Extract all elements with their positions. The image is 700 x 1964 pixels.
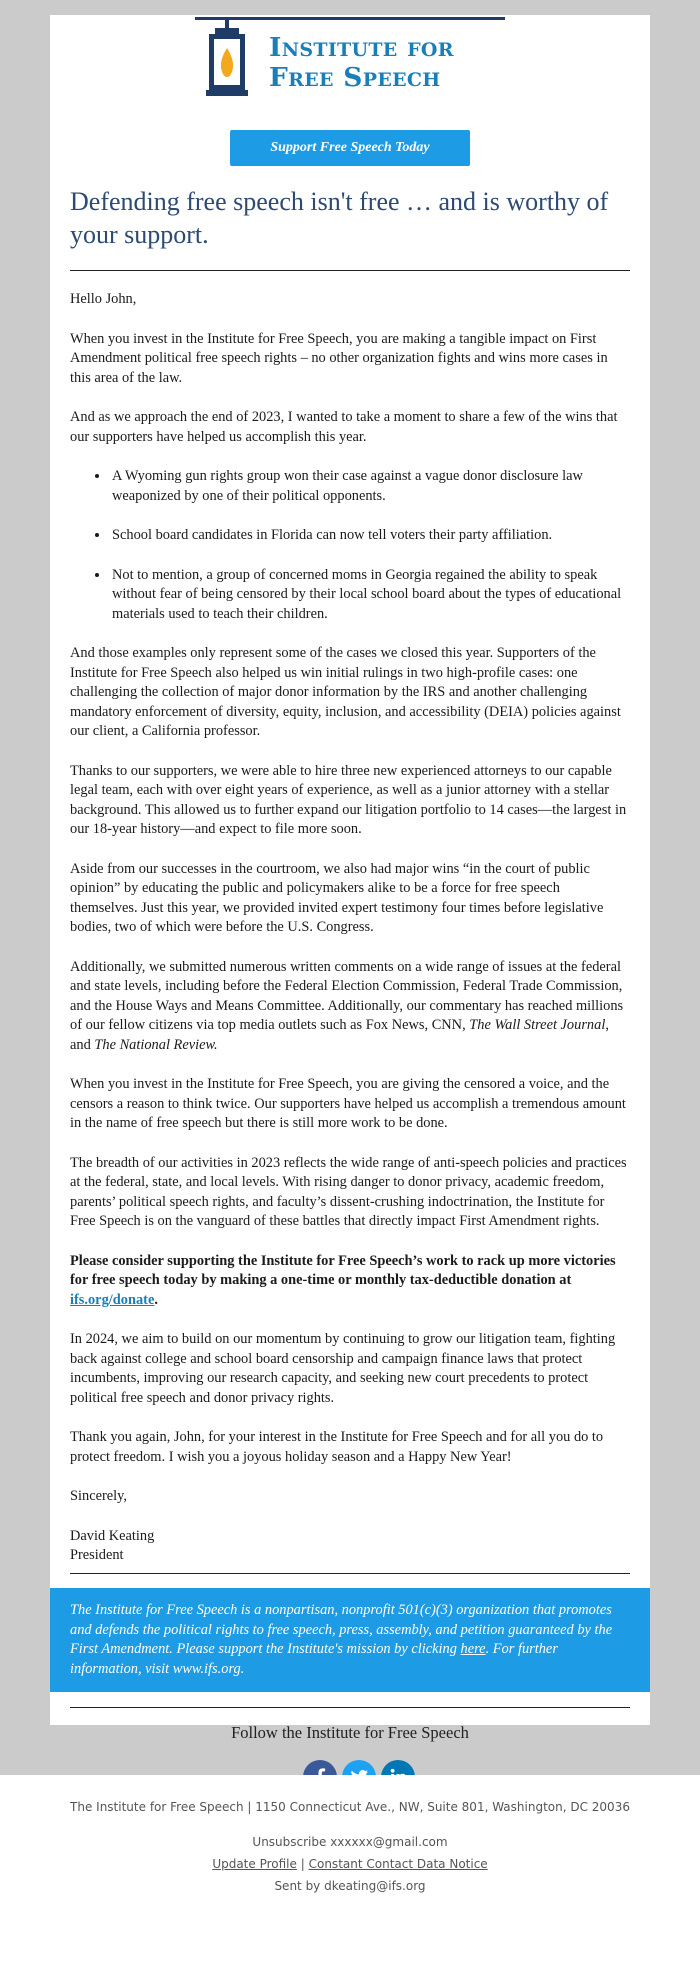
paragraph: Thank you again, John, for your interest in the Institute for Free Speech and for all you do to protect freedom. I wish you a joyous holiday season and a Happy New Year! bbox=[70, 1429, 604, 1465]
disclaimer-here-link[interactable]: here bbox=[460, 1641, 486, 1657]
logo-line-1: Institute for bbox=[269, 32, 454, 63]
sent-by: Sent by dkeating@ifs.org bbox=[274, 1879, 426, 1893]
paragraph: And as we approach the end of 2023, I wanted to take a moment to share a few of the wins that our supporters have helped us accomplish this year. bbox=[70, 409, 618, 445]
paragraph-text: Additionally, we submitted numerous written comments on a wide range of issues at the federal and state levels, including before the Federal Election Commission, Federal Trade Commission, and the House Ways and Means Committee. Additionally, our commentary has reached millions of our fellow citizens via top media outlets such as Fox News, CNN, bbox=[70, 958, 624, 1033]
ifs-logo[interactable] bbox=[195, 17, 505, 105]
paragraph: Thanks to our supporters, we were able to hire three new experienced attorneys to our capable legal team, each with over eight years of experience, as well as a junior attorney with a stellar background. This allowed us to further expand our litigation portfolio to 14 cases—the largest in our 18-year history—and expect to file more soon. bbox=[70, 762, 627, 837]
support-button[interactable]: Support Free Speech Today bbox=[230, 130, 470, 166]
greeting: Hello John, bbox=[70, 291, 137, 307]
email-footer bbox=[0, 1775, 700, 1964]
paragraph: The breadth of our activities in 2023 reflects the wide range of anti-speech policies and practices at the federal, state, and local levels. With rising danger to donor privacy, academic freedom, parents’ political speech rights, and faculty’s dissent-crushing indoctrination, the Institute for Free Speech is on the vanguard of these battles that directly impact First Amendment rights. bbox=[70, 1154, 627, 1229]
email-card bbox=[50, 15, 650, 1742]
unsubscribe-text: Unsubscribe xxxxxx@gmail.com bbox=[252, 1835, 448, 1849]
list-item: • A Wyoming gun rights group won their case against a vague donor disclosure law weaponized by one of their political opponents. bbox=[110, 467, 630, 506]
data-notice-link[interactable]: Constant Contact Data Notice bbox=[308, 1857, 488, 1871]
wins-list bbox=[70, 467, 630, 624]
paragraph: In 2024, we aim to build on our momentum by continuing to grow our litigation team, fighting back against college and school board censorship and campaign finance laws that protect incumbents, improving our research capacity, and seeking new court precedents to protect political free speech and donor privacy rights. bbox=[70, 1331, 616, 1406]
paragraph: And those examples only represent some of the cases we closed this year. Supporters of the Institute for Free Speech also helped us win initial rulings in two high-profile cases: one challenging the collection of major donor information by the IRS and another challenging mandatory enforcement of diversity, equity, inclusion, and accessibility (DEIA) policies against our client, a California professor. bbox=[70, 645, 621, 739]
national-review-title: The National Review. bbox=[94, 1036, 218, 1053]
lantern-icon bbox=[203, 20, 251, 104]
appeal-text: Please consider supporting the Institute for Free Speech’s work to rack up more victories for free speech today by making a one-time or monthly tax-deductible donation at bbox=[70, 1252, 616, 1288]
logo-line-2: Free Speech bbox=[269, 62, 441, 93]
list-item: • Not to mention, a group of concerned moms in Georgia regained the ability to speak without fear of being censored by their local school board about the types of educational materials used to teach their children. bbox=[110, 566, 630, 625]
paragraph: Aside from our successes in the courtroom, we also had major wins “in the court of public opinion” by educating the public and policymakers alike to be a force for free speech themselves. Just this year, we provided invited expert testimony four times before legislative bodies, two of which were before the U.S. Congress. bbox=[70, 860, 604, 935]
follow-label: Follow the Institute for Free Speech bbox=[231, 1723, 469, 1742]
divider-social bbox=[70, 1707, 630, 1708]
closing: Sincerely, bbox=[70, 1488, 128, 1504]
footer-address: The Institute for Free Speech | 1150 Connecticut Ave., NW, Suite 801, Washington, DC 20036 bbox=[70, 1800, 630, 1814]
donate-link[interactable]: ifs.org/donate bbox=[70, 1291, 155, 1308]
divider-top bbox=[70, 270, 630, 271]
paragraph-text: , and bbox=[70, 1017, 609, 1053]
disclaimer-box bbox=[50, 1588, 650, 1692]
unsubscribe-link[interactable] bbox=[0, 1835, 700, 1849]
appeal-end: . bbox=[154, 1291, 158, 1308]
paragraph: When you invest in the Institute for Free Speech, you are giving the censored a voice, and the censors a reason to think twice. Our supporters have helped us accomplish a tremendous amount in the name of free speech but there is still more work to be done. bbox=[70, 1076, 626, 1131]
headline: Defending free speech isn't free … and is worthy of your support. bbox=[70, 187, 609, 249]
wsj-title: The Wall Street Journal bbox=[469, 1017, 606, 1033]
divider-bottom bbox=[70, 1573, 630, 1574]
update-profile-link[interactable]: Update Profile bbox=[212, 1857, 297, 1871]
letter-body bbox=[70, 290, 630, 1586]
paragraph: When you invest in the Institute for Free Speech, you are making a tangible impact on First Amendment political free speech rights – no other organization fights and wins more cases in this area of the law. bbox=[70, 330, 608, 386]
disclaimer-text bbox=[50, 1588, 650, 1679]
list-item: • School board candidates in Florida can now tell voters their party affiliation. bbox=[110, 526, 630, 546]
donation-appeal bbox=[70, 1252, 630, 1311]
signer-name: David Keating bbox=[70, 1527, 155, 1544]
logo-wordmark bbox=[269, 33, 454, 93]
disclaimer-tail: . For further information, visit www.ifs.org. bbox=[70, 1641, 558, 1677]
signature bbox=[70, 1527, 630, 1566]
disclaimer-body: The Institute for Free Speech is a nonpartisan, nonprofit 501(c)(3) organization that promotes and defends the political rights to free speech, press, assembly, and petition guaranteed by the First Amendment. Please support the Institute's mission by clicking bbox=[70, 1602, 613, 1657]
footer-separator: | bbox=[300, 1857, 305, 1871]
signer-title: President bbox=[70, 1547, 124, 1563]
footer-links bbox=[0, 1857, 700, 1871]
paragraph bbox=[70, 958, 630, 1056]
